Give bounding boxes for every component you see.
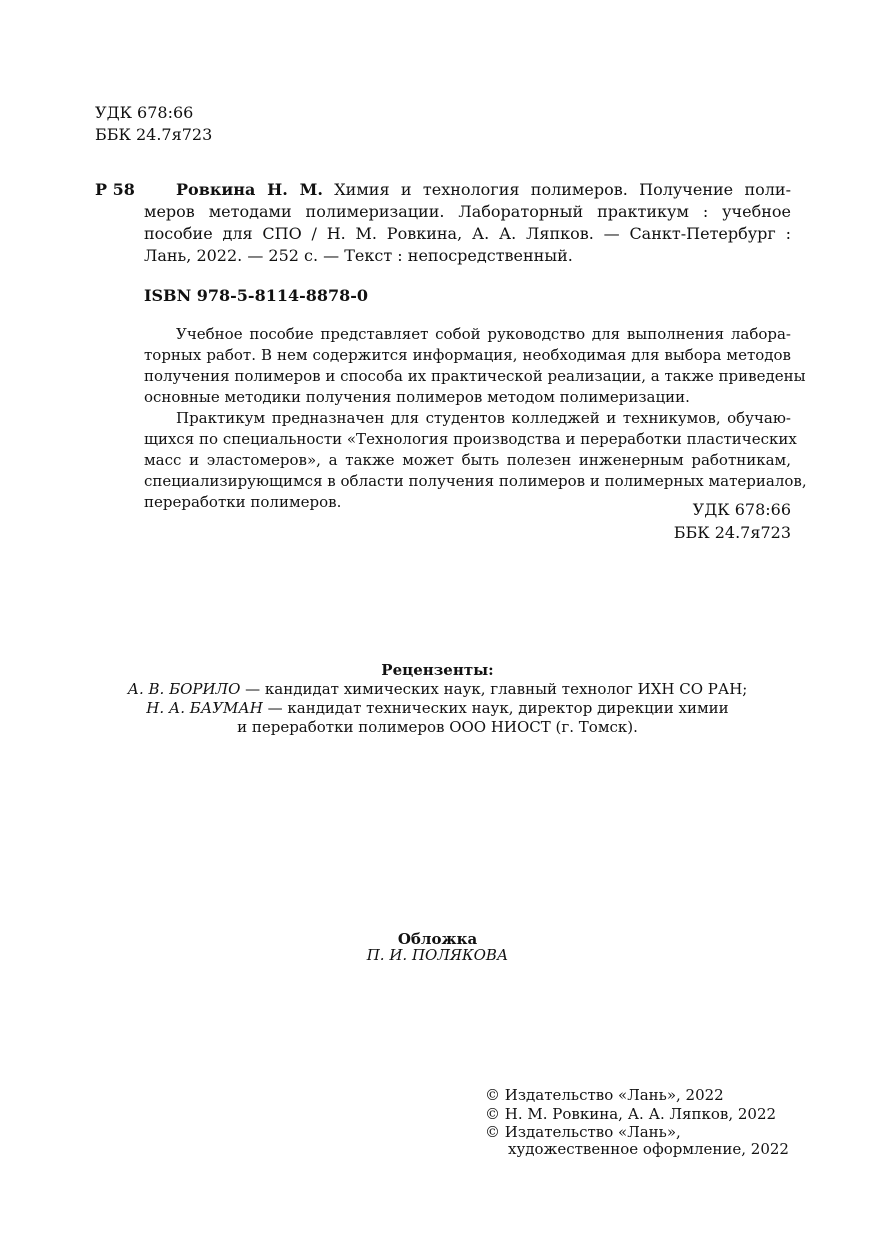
abstract-p2-line-4: специализирующимся в области получения полимеров и полимерных материалов, — [144, 472, 807, 490]
cover-artist: П. И. ПОЛЯКОВА — [366, 946, 509, 964]
reviewer-1 — [0, 679, 875, 699]
abstract-p2-line-5: переработки полимеров. — [144, 493, 342, 511]
record-title-start: Химия и технология полимеров. Получение поли- — [334, 180, 791, 199]
cover-heading: Обложка — [397, 930, 478, 948]
record-line-4: Лань, 2022. — 252 с. — Текст : непосредственный. — [144, 246, 573, 265]
reviewer-2 — [0, 698, 875, 718]
record-author: Ровкина Н. М. — [176, 180, 323, 199]
reviewer-1-name: А. В. БОРИЛО — [127, 680, 241, 698]
reviewer-1-text: — кандидат химических наук, главный технолог ИХН СО РАН; — [240, 680, 748, 698]
reviewer-2-continued: и переработки полимеров ООО НИОСТ (г. Томск). — [237, 718, 638, 736]
record-line-2: меров методами полимеризации. Лабораторный практикум : учебное — [144, 202, 791, 221]
reviewer-2-text: — кандидат технических наук, директор дирекции химии — [262, 699, 729, 717]
abstract-p1-line-2: торных работ. В нем содержится информация, необходимая для выбора методов — [144, 346, 791, 364]
record-line-1 — [176, 180, 791, 200]
reviewer-2-name: Н. А. БАУМАН — [146, 699, 263, 717]
isbn: ISBN 978-5-8114-8878-0 — [144, 286, 369, 305]
abstract-p1-line-1: Учебное пособие представляет собой руководство для выполнения лабора- — [176, 325, 791, 343]
abstract-p1-line-3: получения полимеров и способа их практической реализации, а также приведены — [144, 367, 806, 385]
copyright-line-2: © Н. М. Ровкина, А. А. Ляпков, 2022 — [485, 1105, 777, 1123]
udk-top: УДК 678:66 — [95, 103, 194, 122]
author-sign-code: Р 58 — [95, 180, 135, 199]
bbk-bottom: ББК 24.7я723 — [673, 523, 791, 542]
abstract-p2-line-1: Практикум предназначен для студентов колледжей и техникумов, обучаю- — [176, 409, 791, 427]
bbk-top: ББК 24.7я723 — [95, 125, 213, 144]
abstract-p2-line-3: масс и эластомеров», а также может быть полезен инженерным работникам, — [144, 451, 791, 469]
copyright-line-3: © Издательство «Лань», — [485, 1123, 681, 1141]
copyright-line-1: © Издательство «Лань», 2022 — [485, 1086, 724, 1104]
abstract-p2-line-2: щихся по специальности «Технология производства и переработки пластических — [144, 430, 797, 448]
udk-bottom: УДК 678:66 — [692, 500, 791, 519]
record-line-3: пособие для СПО / Н. М. Ровкина, А. А. Ляпков. — Санкт-Петербург : — [144, 224, 791, 243]
copyright-line-4: художественное оформление, 2022 — [508, 1140, 789, 1158]
reviewers-heading: Рецензенты: — [381, 661, 494, 679]
abstract-p1-line-4: основные методики получения полимеров методом полимеризации. — [144, 388, 690, 406]
